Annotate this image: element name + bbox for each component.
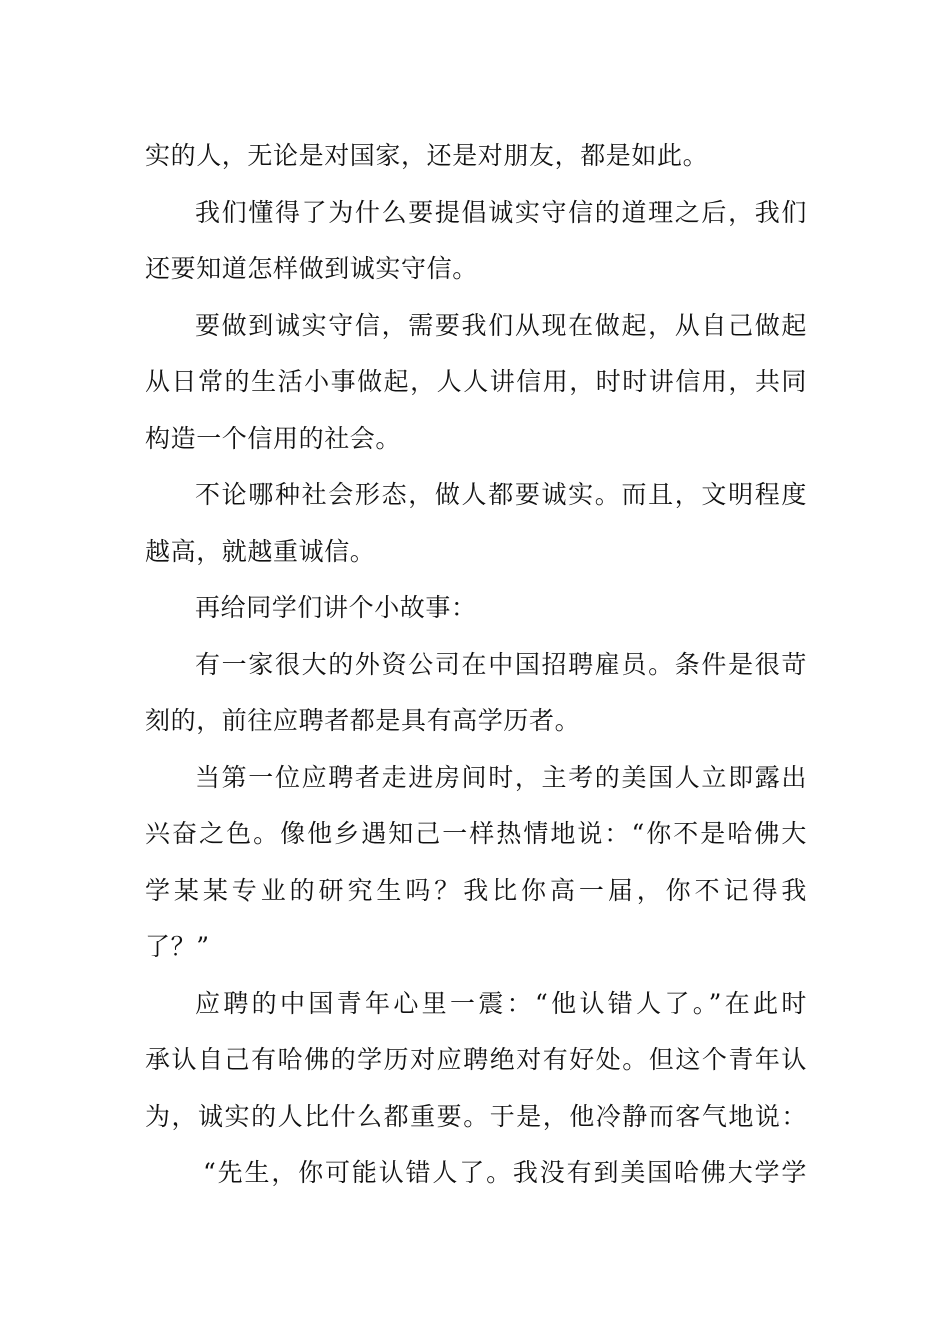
document-body: [145, 128, 807, 1202]
text-line: 承认自己有哈佛的学历对应聘绝对有好处。但这个青年认: [145, 1045, 807, 1074]
text-line: 不论哪种社会形态，做人都要诚实。而且，文明程度: [195, 480, 807, 509]
text-line: 应聘的中国青年心里一震：“他认错人了。”在此时: [195, 988, 807, 1018]
text-line: 越高，就越重诚信。: [145, 536, 376, 566]
text-line: 实的人，无论是对国家，还是对朋友，都是如此。: [145, 141, 709, 170]
text-line: 当第一位应聘者走进房间时，主考的美国人立即露出: [195, 762, 807, 792]
text-line: 从日常的生活小事做起，人人讲信用，时时讲信用，共同: [145, 367, 807, 396]
text-line: 再给同学们讲个小故事：: [195, 593, 477, 622]
text-line: 了？”: [145, 932, 210, 961]
text-line: 兴奋之色。像他乡遇知己一样热情地说：“你不是哈佛大: [145, 819, 807, 848]
text-line: “先生，你可能认错人了。我没有到美国哈佛大学学: [203, 1158, 807, 1187]
text-line: 有一家很大的外资公司在中国招聘雇员。条件是很苛: [195, 649, 807, 679]
text-line: 我们懂得了为什么要提倡诚实守信的道理之后，我们: [195, 197, 807, 227]
text-line: 为，诚实的人比什么都重要。于是，他冷静而客气地说：: [145, 1101, 807, 1131]
text-line: 刻的，前往应聘者都是具有高学历者。: [145, 706, 581, 735]
text-line: 还要知道怎样做到诚实守信。: [145, 254, 478, 283]
text-line: 构造一个信用的社会。: [145, 423, 402, 453]
text-line: 学某某专业的研究生吗？我比你高一届，你不记得我: [145, 875, 807, 905]
text-line: 要做到诚实守信，需要我们从现在做起，从自己做起: [195, 310, 807, 340]
